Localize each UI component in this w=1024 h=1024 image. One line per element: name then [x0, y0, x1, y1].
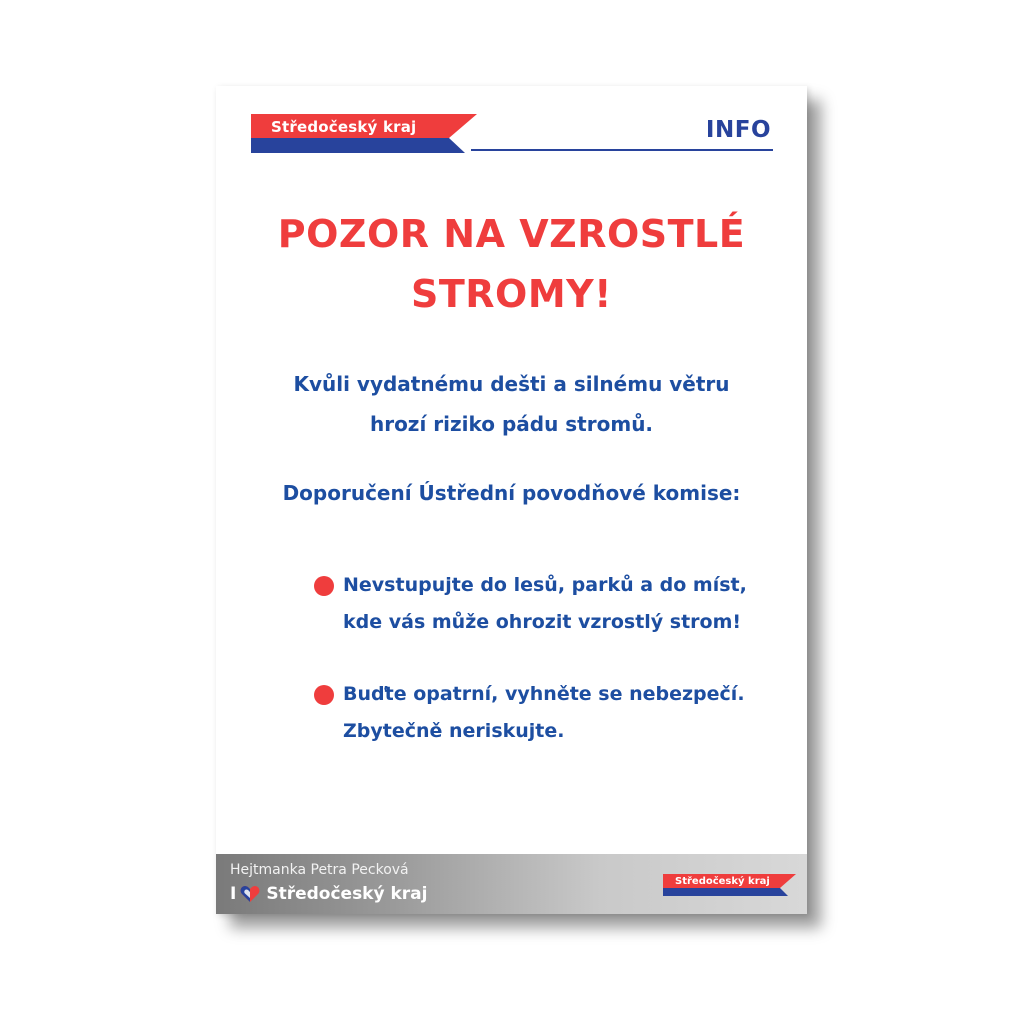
poster-title	[216, 204, 807, 324]
stredocesky-kraj-logo	[251, 112, 477, 154]
brand-prefix: I	[230, 884, 237, 904]
bullet-line: Zbytečně neriskujte.	[343, 720, 565, 742]
bullet-line: kde vás může ohrozit vzrostlý strom!	[343, 611, 742, 633]
logo-text: Středočeský kraj	[271, 118, 417, 136]
intro-text	[216, 364, 807, 444]
bullet-item	[314, 567, 784, 641]
footer-brand	[230, 884, 427, 904]
title-line-2: STROMY!	[410, 272, 612, 316]
info-poster	[216, 86, 807, 914]
footer-stredocesky-kraj-logo	[658, 873, 798, 897]
brand-text: Středočeský kraj	[266, 884, 428, 904]
title-line-1: POZOR NA VZROSTLÉ	[277, 212, 746, 256]
footer-logo-text: Středočeský kraj	[675, 876, 770, 887]
governor-name: Hejtmanka Petra Pecková	[230, 862, 409, 878]
recommendation-heading: Doporučení Ústřední povodňové komise:	[282, 481, 741, 505]
bullet-line: Buďte opatrní, vyhněte se nebezpečí.	[343, 683, 745, 705]
red-dot-icon	[314, 685, 334, 705]
poster-footer	[216, 854, 807, 914]
red-dot-icon	[314, 576, 334, 596]
info-label: INFO	[705, 117, 771, 143]
heart-icon	[240, 885, 260, 903]
intro-line-2: hrozí riziko pádu stromů.	[369, 412, 654, 436]
header-rule	[471, 149, 773, 151]
bullet-item	[314, 676, 784, 750]
bullet-line: Nevstupujte do lesů, parků a do míst,	[343, 574, 747, 596]
intro-line-1: Kvůli vydatnému dešti a silnému větru	[293, 372, 730, 396]
